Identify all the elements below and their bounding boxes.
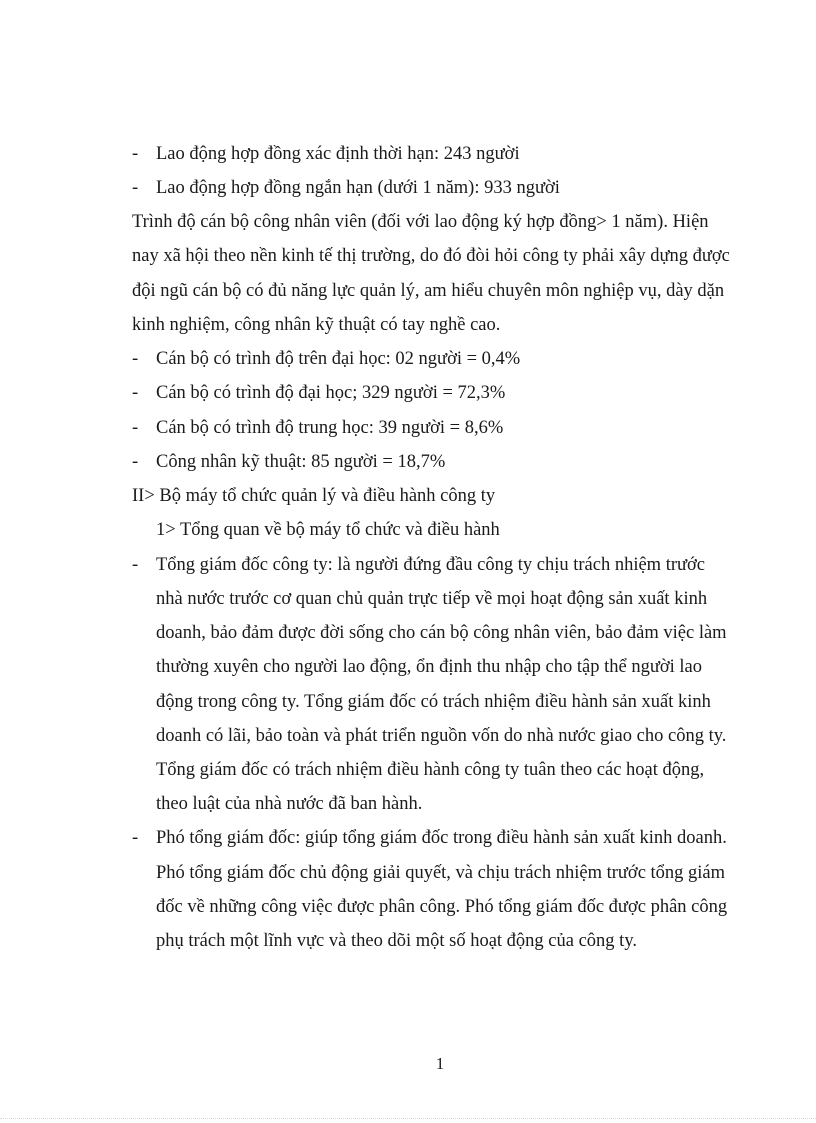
list-item-line: Tổng giám đốc công ty: là người đứng đầu công ty chịu trách nhiệm trước — [156, 555, 706, 575]
bullet-dash: - — [132, 418, 139, 438]
paragraph-line: đội ngũ cán bộ có đủ năng lực quản lý, am hiểu chuyên môn nghiệp vụ, dày dặn — [132, 281, 725, 301]
bullet-dash: - — [132, 144, 139, 164]
bullet-dash: - — [132, 178, 139, 198]
list-item-line: phụ trách một lĩnh vực và theo dõi một số hoạt động của công ty. — [156, 931, 637, 951]
subsection-heading: 1> Tổng quan về bộ máy tổ chức và điều hành — [156, 520, 500, 540]
list-item-line: doanh, bảo đảm được đời sống cho cán bộ công nhân viên, bảo đảm việc làm — [156, 623, 727, 643]
list-item-line: đốc về những công việc được phân công. Phó tổng giám đốc được phân công — [156, 897, 728, 917]
bullet-dash: - — [132, 828, 139, 848]
list-item-line: Phó tổng giám đốc: giúp tổng giám đốc trong điều hành sản xuất kinh doanh. — [156, 828, 727, 848]
list-item-line: theo luật của nhà nước đã ban hành. — [156, 794, 423, 814]
list-item: Lao động hợp đồng xác định thời hạn: 243 người — [156, 144, 520, 164]
bullet-dash: - — [132, 349, 139, 369]
list-item: Công nhân kỹ thuật: 85 người = 18,7% — [156, 452, 446, 472]
list-item: Cán bộ có trình độ trung học: 39 người = 8,6% — [156, 418, 504, 438]
list-item-line: thường xuyên cho người lao động, ổn định thu nhập cho tập thể người lao — [156, 657, 703, 677]
paragraph-line: Trình độ cán bộ công nhân viên (đối với lao động ký hợp đồng> 1 năm). Hiện — [132, 212, 709, 232]
bullet-dash: - — [132, 383, 139, 403]
page-bottom-rule — [0, 1118, 816, 1119]
bullet-dash: - — [132, 555, 139, 575]
list-item-line: nhà nước trước cơ quan chủ quản trực tiếp về mọi hoạt động sản xuất kinh — [156, 589, 708, 609]
list-item-line: Tổng giám đốc có trách nhiệm điều hành công ty tuân theo các hoạt động, — [156, 760, 705, 780]
list-item: Lao động hợp đồng ngắn hạn (dưới 1 năm): 933 người — [156, 178, 560, 198]
page-number: 1 — [435, 1054, 445, 1073]
list-item-line: doanh có lãi, bảo toàn và phát triển nguồn vốn do nhà nước giao cho công ty. — [156, 726, 727, 746]
list-item-line: động trong công ty. Tổng giám đốc có trách nhiệm điều hành sản xuất kinh — [156, 692, 711, 712]
list-item: Cán bộ có trình độ trên đại học: 02 người = 0,4% — [156, 349, 521, 369]
paragraph-line: kinh nghiệm, công nhân kỹ thuật có tay nghề cao. — [132, 315, 501, 335]
list-item-line: Phó tổng giám đốc chủ động giải quyết, và chịu trách nhiệm trước tổng giám — [156, 863, 726, 883]
section-heading: II> Bộ máy tổ chức quản lý và điều hành công ty — [132, 486, 496, 506]
paragraph-line: nay xã hội theo nền kinh tế thị trường, do đó đòi hỏi công ty phải xây dựng được — [132, 246, 730, 266]
list-item: Cán bộ có trình độ đại học; 329 người = 72,3% — [156, 383, 506, 403]
bullet-dash: - — [132, 452, 139, 472]
